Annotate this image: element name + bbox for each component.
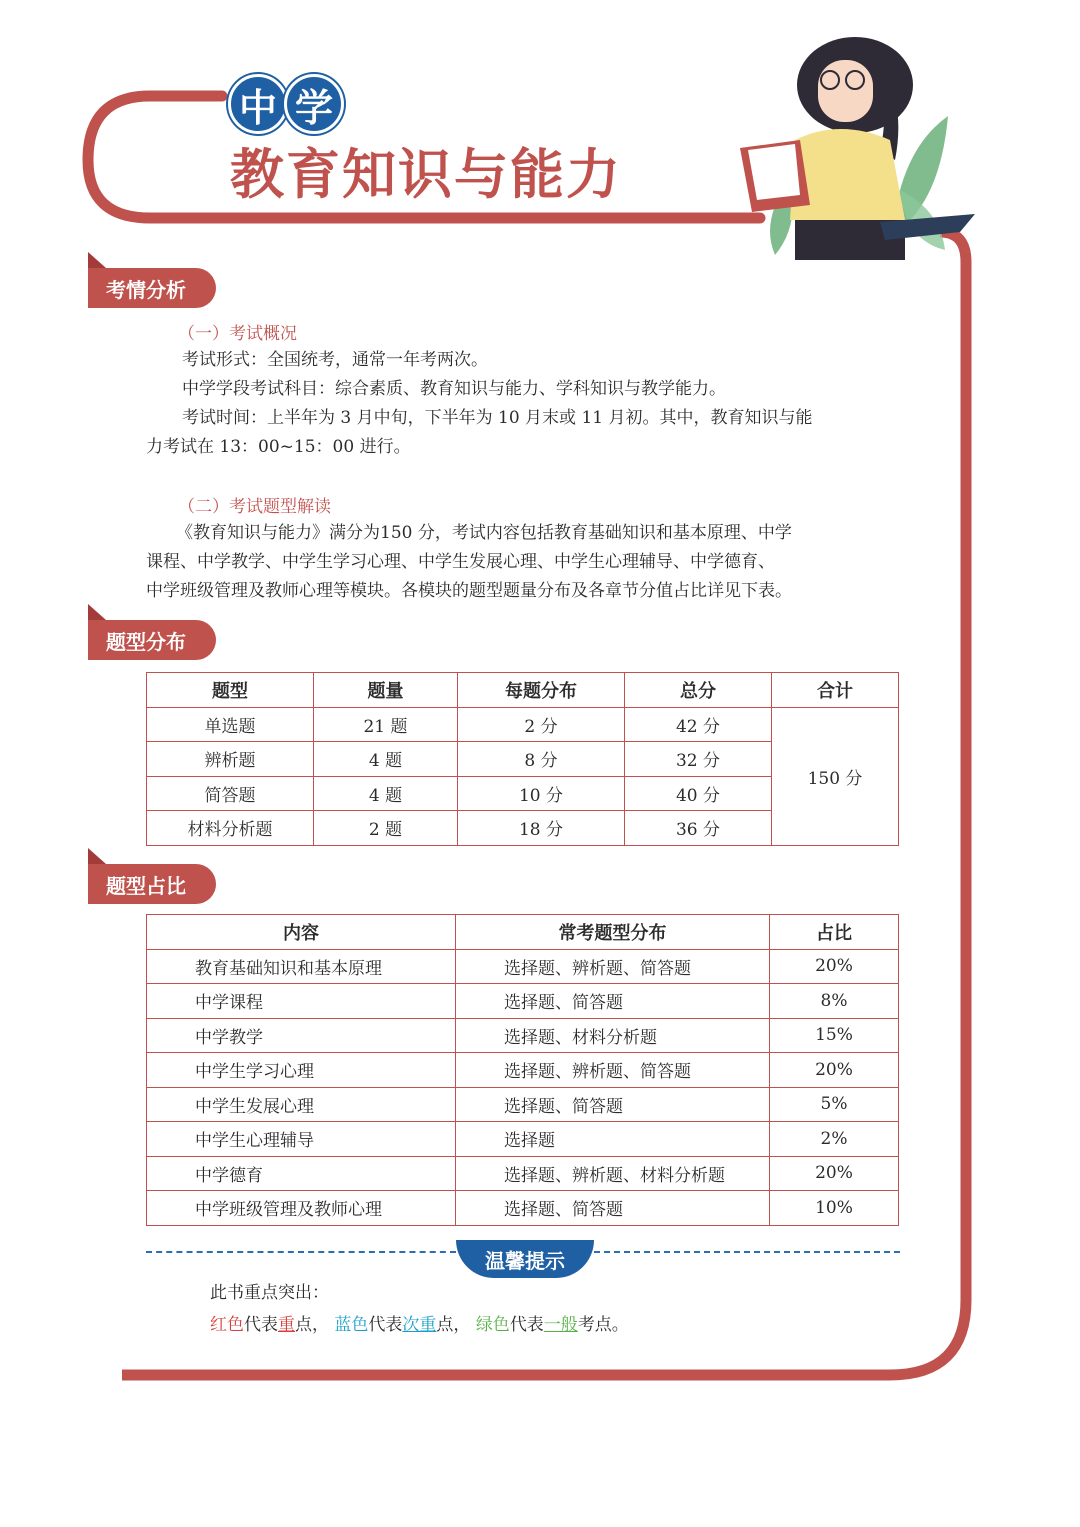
tip-divider-right bbox=[594, 1251, 900, 1253]
legend-text: 点， bbox=[436, 1315, 471, 1335]
table-row bbox=[147, 1122, 899, 1157]
legend-text: 点， bbox=[295, 1315, 329, 1335]
paragraph-line: 考试形式：全国统考，通常一年考两次。 bbox=[182, 350, 488, 370]
tag-char-1: 中 bbox=[228, 74, 288, 134]
table-row bbox=[147, 1053, 899, 1088]
table-cell: 2 分 bbox=[458, 707, 625, 742]
table-cell: 中学德育 bbox=[147, 1156, 456, 1191]
type-ratio-table bbox=[146, 914, 899, 1226]
table-row bbox=[147, 1087, 899, 1122]
table-cell: 42 分 bbox=[625, 707, 772, 742]
legend-text: 代表 bbox=[509, 1315, 544, 1335]
table-row bbox=[147, 1191, 899, 1226]
column-header: 题型 bbox=[147, 673, 314, 708]
section-tag-exam-analysis: 考情分析 bbox=[88, 268, 216, 308]
tip-divider-left bbox=[146, 1251, 456, 1253]
table-cell: 选择题、辨析题、简答题 bbox=[456, 1053, 770, 1088]
legend-text: 代表 bbox=[244, 1315, 278, 1335]
table-cell: 选择题、简答题 bbox=[456, 984, 770, 1019]
table-cell: 2% bbox=[770, 1122, 899, 1157]
tip-line-1: 此书重点突出： bbox=[210, 1283, 329, 1303]
table-cell: 选择题 bbox=[456, 1122, 770, 1157]
total-cell: 150 分 bbox=[772, 707, 899, 845]
legend-red-key: 重 bbox=[278, 1315, 295, 1335]
table-cell: 5% bbox=[770, 1087, 899, 1122]
legend-text: 代表 bbox=[368, 1315, 403, 1335]
column-header: 合计 bbox=[772, 673, 899, 708]
type-distribution-table bbox=[146, 672, 899, 846]
table-cell: 辨析题 bbox=[147, 742, 314, 777]
table-header-row bbox=[147, 915, 899, 950]
table-cell: 8% bbox=[770, 984, 899, 1019]
table-cell: 8 分 bbox=[458, 742, 625, 777]
table-row bbox=[147, 949, 899, 984]
table-cell: 材料分析题 bbox=[147, 811, 314, 846]
school-level-tag bbox=[228, 74, 340, 128]
paragraph-line: 课程、中学教学、中学生学习心理、中学生发展心理、中学生心理辅导、中学德育、 bbox=[146, 552, 775, 572]
legend-red-word: 红色 bbox=[210, 1315, 244, 1335]
tip-badge: 温馨提示 bbox=[456, 1240, 594, 1278]
legend-blue-word: 蓝色 bbox=[334, 1315, 369, 1335]
column-header: 占比 bbox=[770, 915, 899, 950]
section-tag-type-distribution: 题型分布 bbox=[88, 620, 216, 660]
table-cell: 32 分 bbox=[625, 742, 772, 777]
table-cell: 18 分 bbox=[458, 811, 625, 846]
paragraph-line: 考试时间：上半年为 3 月中旬，下半年为 10 月末或 11 月初。其中，教育知识与能 bbox=[182, 408, 813, 428]
table-cell: 20% bbox=[770, 1156, 899, 1191]
table-cell: 选择题、简答题 bbox=[456, 1191, 770, 1226]
table-cell: 4 题 bbox=[314, 742, 458, 777]
column-header: 题量 bbox=[314, 673, 458, 708]
table-header-row bbox=[147, 673, 899, 708]
legend-text: 考点。 bbox=[577, 1315, 629, 1335]
table-cell: 36 分 bbox=[625, 811, 772, 846]
table-cell: 选择题、辨析题、简答题 bbox=[456, 949, 770, 984]
table-cell: 中学教学 bbox=[147, 1018, 456, 1053]
table-cell: 单选题 bbox=[147, 707, 314, 742]
table-cell: 10% bbox=[770, 1191, 899, 1226]
table-cell: 选择题、辨析题、材料分析题 bbox=[456, 1156, 770, 1191]
table-cell: 20% bbox=[770, 1053, 899, 1088]
table-cell: 4 题 bbox=[314, 776, 458, 811]
legend-green-key: 一般 bbox=[543, 1315, 578, 1335]
table-cell: 中学生心理辅导 bbox=[147, 1122, 456, 1157]
column-header: 常考题型分布 bbox=[456, 915, 770, 950]
table-cell: 中学班级管理及教师心理 bbox=[147, 1191, 456, 1226]
column-header: 总分 bbox=[625, 673, 772, 708]
table-row bbox=[147, 1156, 899, 1191]
column-header: 每题分布 bbox=[458, 673, 625, 708]
tip-line-2 bbox=[210, 1310, 629, 1335]
paragraph-line: 《教育知识与能力》满分为150 分，考试内容包括教育基础知识和基本原理、中学 bbox=[176, 523, 792, 543]
legend-green-word: 绿色 bbox=[475, 1315, 510, 1335]
table-cell: 教育基础知识和基本原理 bbox=[147, 949, 456, 984]
table-cell: 2 题 bbox=[314, 811, 458, 846]
table-row bbox=[147, 1018, 899, 1053]
section-tag-type-ratio: 题型占比 bbox=[88, 864, 216, 904]
table-cell: 21 题 bbox=[314, 707, 458, 742]
tag-char-2: 学 bbox=[284, 74, 344, 134]
subheading-exam-overview: （一）考试概况 bbox=[178, 324, 297, 344]
column-header: 内容 bbox=[147, 915, 456, 950]
table-cell: 40 分 bbox=[625, 776, 772, 811]
page-title: 教育知识与能力 bbox=[230, 143, 622, 206]
table-cell: 中学课程 bbox=[147, 984, 456, 1019]
table-cell: 简答题 bbox=[147, 776, 314, 811]
legend-blue-key: 次重 bbox=[402, 1315, 437, 1335]
paragraph-line: 中学班级管理及教师心理等模块。各模块的题型题量分布及各章节分值占比详见下表。 bbox=[146, 581, 792, 601]
paragraph-line: 力考试在 13：00~15：00 进行。 bbox=[146, 437, 411, 457]
paragraph-line: 中学学段考试科目：综合素质、教育知识与能力、学科知识与教学能力。 bbox=[182, 379, 726, 399]
table-cell: 15% bbox=[770, 1018, 899, 1053]
subheading-question-types: （二）考试题型解读 bbox=[178, 497, 331, 517]
table-cell: 20% bbox=[770, 949, 899, 984]
table-row bbox=[147, 984, 899, 1019]
table-cell: 选择题、材料分析题 bbox=[456, 1018, 770, 1053]
table-cell: 中学生发展心理 bbox=[147, 1087, 456, 1122]
table-cell: 中学生学习心理 bbox=[147, 1053, 456, 1088]
table-cell: 选择题、简答题 bbox=[456, 1087, 770, 1122]
table-cell: 10 分 bbox=[458, 776, 625, 811]
table-row bbox=[147, 707, 899, 742]
